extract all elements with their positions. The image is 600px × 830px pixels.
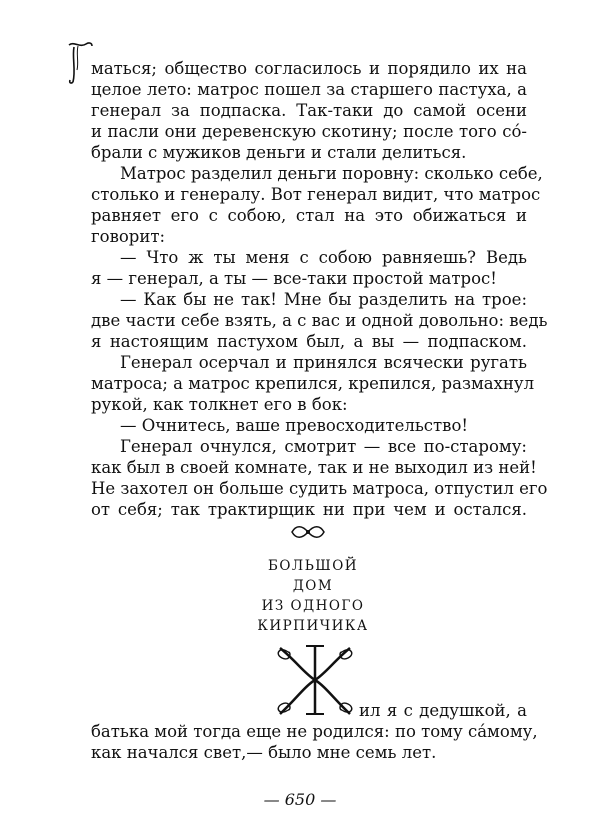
text-line: говорит: [91, 227, 166, 246]
text-line: две части себе взять, а с вас и одной довольно: ведь [91, 311, 548, 330]
story-title-line: КИРПИЧИКА [257, 618, 369, 634]
text-line: Генерал осерчал и принялся всячески ругать [120, 353, 527, 372]
text-line: — Как бы не так! Мне бы разделить на трое: [120, 290, 527, 309]
text-line: от себя; так трактирщик ни при чем и остался. [91, 500, 527, 519]
text-line: я — генерал, а ты — все-таки простой матрос! [91, 269, 497, 288]
story-title-line: БОЛЬШОЙ [267, 558, 359, 574]
text-line: Не захотел он больше судить матроса, отпустил его [91, 479, 548, 498]
text-line: — Очнитесь, ваше превосходительство! [120, 416, 469, 435]
text-line: матроса; а матрос крепился, крепился, размахнул [91, 374, 535, 393]
text-line: ил я с дедушкой, а [359, 701, 527, 720]
drop-cap-zh-ornament [270, 640, 360, 720]
text-line: рукой, как толкнет его в бок: [91, 395, 348, 414]
text-line: маться; общество согласилось и порядило их на [91, 59, 527, 78]
text-line: как начался свет,— было мне семь лет. [91, 743, 437, 762]
text-line: я настоящим пастухом был, а вы — подпаском. [91, 332, 527, 351]
page-number: — 650 — [263, 790, 337, 809]
section-ornament [288, 522, 328, 542]
drop-cap-g-ornament [66, 40, 94, 86]
text-line: и пасли они деревенскую скотину; после того со́- [91, 122, 527, 141]
text-line: Матрос разделил деньги поровну: сколько себе, [120, 164, 543, 183]
text-line: — Что ж ты меня с собою равняешь? Ведь [120, 248, 527, 267]
text-line: как был в своей комнате, так и не выходил из ней! [91, 458, 537, 477]
text-line: генерал за подпаска. Так-таки до самой осени [91, 101, 527, 120]
text-line: батька мой тогда еще не родился: по тому са́мому, [91, 722, 538, 741]
text-line: столько и генералу. Вот генерал видит, что матрос [91, 185, 541, 204]
text-line: брали с мужиков деньги и стали делиться. [91, 143, 467, 162]
text-line: равняет его с собою, стал на это обижаться и [91, 206, 527, 225]
text-line: Генерал очнулся, смотрит — все по-старому: [120, 437, 527, 456]
story-title-line: ДОМ [292, 578, 334, 594]
story-title-line: ИЗ ОДНОГО [261, 598, 365, 614]
text-line: целое лето: матрос пошел за старшего пастуха, а [91, 80, 527, 99]
